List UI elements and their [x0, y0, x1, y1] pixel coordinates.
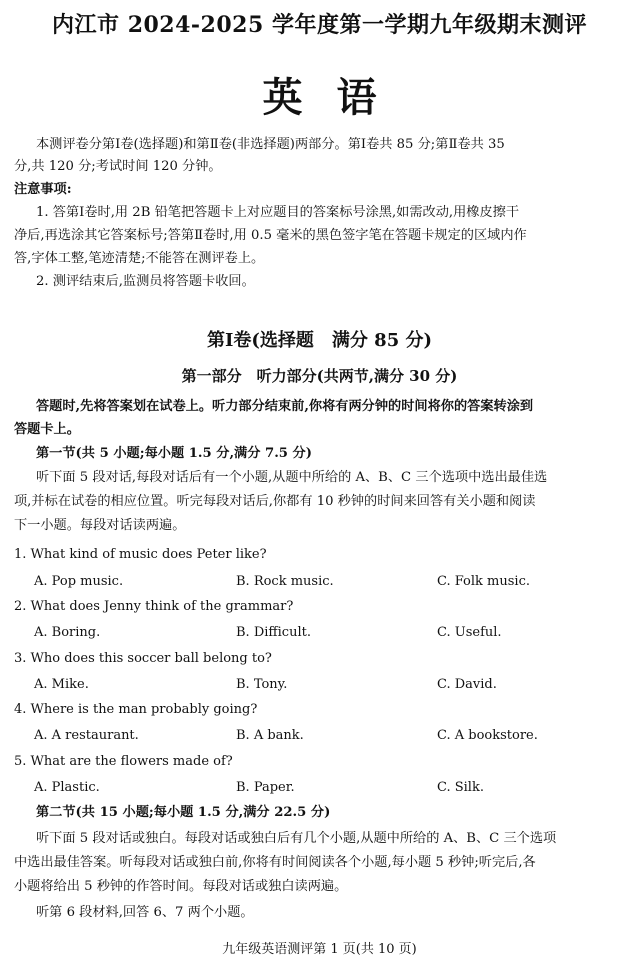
- subsection1-desc-line-2: 项,并标在试卷的相应位置。听完每段对话后,你都有 10 秒钟的时间来回答有关小题和阅读: [14, 494, 536, 509]
- part1-title: 第Ⅰ卷(选择题 满分 85 分): [206, 330, 433, 351]
- notes-heading: 注意事项:: [14, 182, 72, 197]
- question-5-option-c: C. Silk.: [437, 780, 484, 795]
- subject-title: 英语: [262, 74, 411, 121]
- subsection2-desc-line-1: 听下面 5 段对话或独白。每段对话或独白后有几个小题,从题中所给的 A、B、C 三个选项: [36, 831, 557, 846]
- question-2-option-a: A. Boring.: [34, 625, 101, 640]
- subsection1-desc-line-1: 听下面 5 段对话,每段对话后有一个小题,从题中所给的 A、B、C 三个选项中选出最佳选: [36, 470, 548, 485]
- intro-line-1: 本测评卷分第Ⅰ卷(选择题)和第Ⅱ卷(非选择题)两部分。第Ⅰ卷共 85 分;第Ⅱ卷共 35: [36, 137, 505, 152]
- question-5-option-a: A. Plastic.: [34, 780, 100, 795]
- subsection2-title: 第二节(共 15 小题;每小题 1.5 分,满分 22.5 分): [36, 805, 331, 820]
- question-3-option-a: A. Mike.: [34, 677, 89, 692]
- subsection1-title: 第一节(共 5 小题;每小题 1.5 分,满分 7.5 分): [36, 446, 312, 461]
- listening-instruction-line-2: 答题卡上。: [14, 422, 80, 437]
- listening-section-title: 第一部分 听力部分(共两节,满分 30 分): [181, 367, 458, 385]
- question-2-option-b: B. Difficult.: [236, 625, 311, 640]
- question-1-option-b: B. Rock music.: [236, 574, 334, 589]
- question-5-option-b: B. Paper.: [236, 780, 295, 795]
- question-1: 1. What kind of music does Peter like?: [14, 547, 267, 562]
- notes-item1-line1: 1. 答第Ⅰ卷时,用 2B 铅笔把答题卡上对应题目的答案标号涂黑,如需改动,用橡皮擦干: [36, 205, 520, 220]
- subsection2-desc-line-3: 小题将给出 5 秒钟的作答时间。每段对话或独白读两遍。: [14, 879, 348, 894]
- question-3-option-c: C. David.: [437, 677, 497, 692]
- question-3: 3. Who does this soccer ball belong to?: [14, 651, 272, 666]
- listening-instruction-line-1: 答题时,先将答案划在试卷上。听力部分结束前,你将有两分钟的时间将你的答案转涂到: [36, 399, 534, 414]
- intro-line-2: 分,共 120 分;考试时间 120 分钟。: [14, 159, 222, 174]
- question-5: 5. What are the flowers made of?: [14, 754, 233, 769]
- subsection2-desc-line-2: 中选出最佳答案。听每段对话或独白前,你将有时间阅读各个小题,每小题 5 秒钟;听完后,各: [14, 855, 536, 870]
- question-2-option-c: C. Useful.: [437, 625, 502, 640]
- subsection1-desc-line-3: 下一小题。每段对话读两遍。: [14, 518, 186, 533]
- exam-title: 内江市 2024-2025 学年度第一学期九年级期末测评: [52, 12, 587, 38]
- material-6-instruction: 听第 6 段材料,回答 6、7 两个小题。: [36, 905, 254, 920]
- question-4: 4. Where is the man probably going?: [14, 702, 258, 717]
- notes-item2: 2. 测评结束后,监测员将答题卡收回。: [36, 274, 255, 289]
- notes-item1-line2: 净后,再选涂其它答案标号;答第Ⅱ卷时,用 0.5 毫米的黑色签字笔在答题卡规定的区域内作: [14, 228, 527, 243]
- question-1-option-c: C. Folk music.: [437, 574, 530, 589]
- notes-item1-line3: 答,字体工整,笔迹清楚;不能答在测评卷上。: [14, 251, 265, 266]
- question-3-option-b: B. Tony.: [236, 677, 288, 692]
- question-4-option-a: A. A restaurant.: [34, 728, 139, 743]
- page-footer: 九年级英语测评第 1 页(共 10 页): [222, 942, 417, 957]
- question-1-option-a: A. Pop music.: [34, 574, 124, 589]
- question-2: 2. What does Jenny think of the grammar?: [14, 599, 294, 614]
- question-4-option-b: B. A bank.: [236, 728, 304, 743]
- question-4-option-c: C. A bookstore.: [437, 728, 538, 743]
